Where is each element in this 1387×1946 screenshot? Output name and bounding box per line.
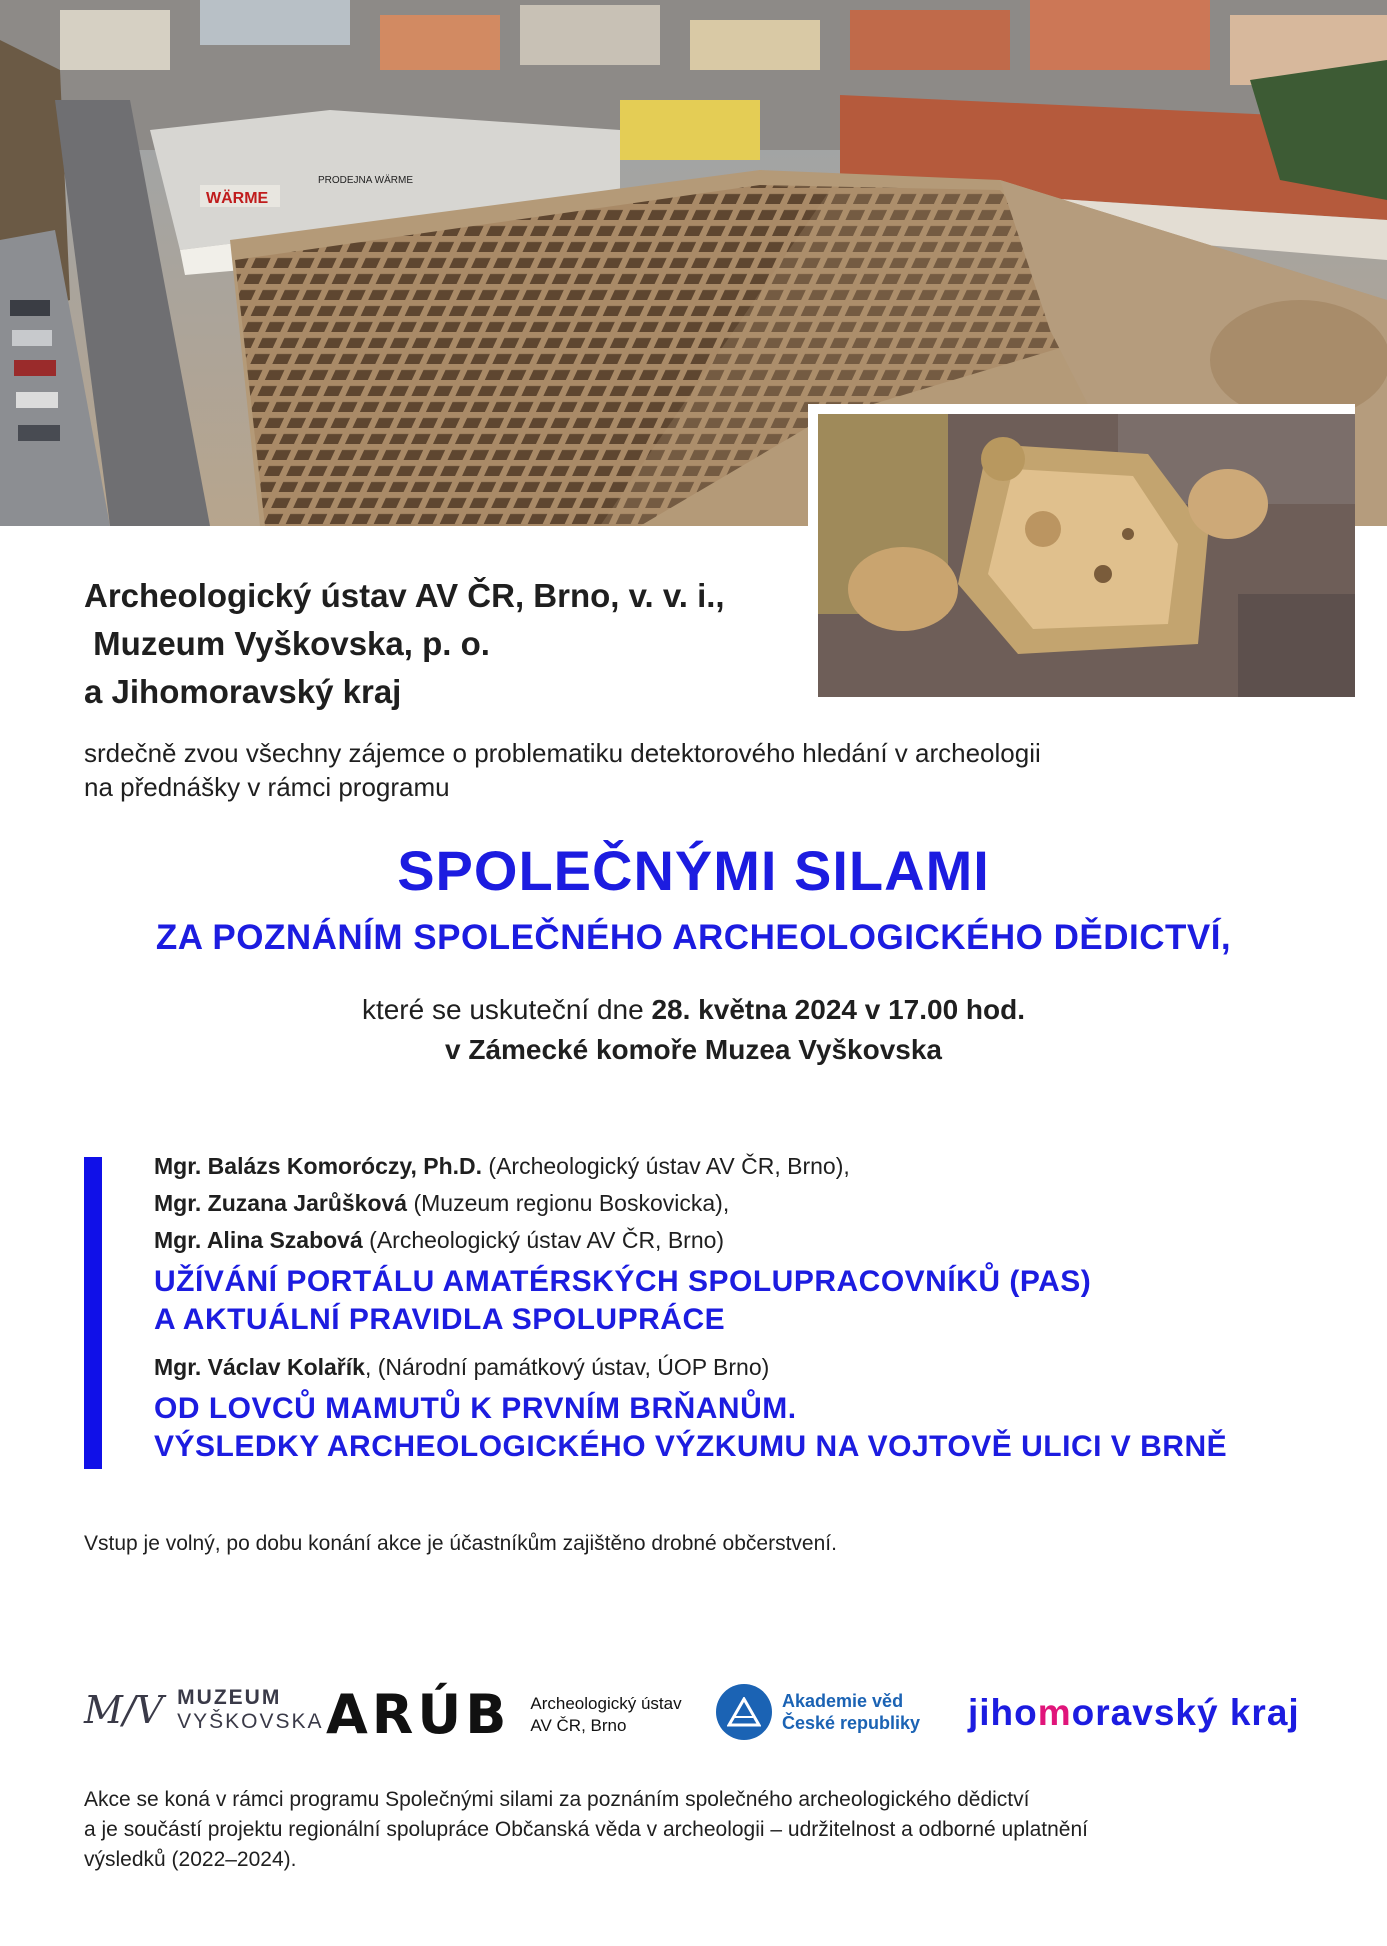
speaker-2-affiliation: (Muzeum regionu Boskovicka),: [407, 1190, 730, 1216]
program-title: SPOLEČNÝMI SILAMI: [397, 839, 990, 902]
speaker-1-name: Mgr. Balázs Komoróczy, Ph.D.: [154, 1153, 483, 1179]
talk-2-title: [154, 1390, 1344, 1466]
akademie-ved-logo: [716, 1684, 920, 1740]
jmk-logo-part-1: jiho: [968, 1692, 1038, 1733]
organizer-line-2-text: Muzeum Vyškovska, p. o.: [93, 625, 490, 662]
jmk-logo-part-3: oravský kraj: [1071, 1692, 1300, 1733]
speaker-4-name: Mgr. Václav Kolařík: [154, 1354, 365, 1380]
organizer-line-1: Archeologický ústav AV ČR, Brno, v. v. i.,: [84, 577, 725, 614]
entry-note: Vstup je volný, po dobu konání akce je účastníkům zajištěno drobné občerstvení.: [84, 1532, 837, 1555]
arub-logo-line-1: Archeologický ústav: [530, 1694, 682, 1713]
event-info: [0, 990, 1387, 1070]
arub-logo-line-2: AV ČR, Brno: [530, 1716, 627, 1735]
speaker-1: [154, 1148, 1344, 1185]
program-subtitle: ZA POZNÁNÍM SPOLEČNÉHO ARCHEOLOGICKÉHO DĚDICTVÍ,: [155, 918, 1232, 957]
organizers-block: [84, 572, 725, 716]
muzeum-vyskovska-logo: [84, 1686, 324, 1734]
arub-mark: ARÚB: [326, 1683, 511, 1746]
akademie-logo-line-2: České republiky: [782, 1713, 921, 1733]
talk-2-line-2: VÝSLEDKY ARCHEOLOGICKÉHO VÝZKUMU NA VOJTOVĚ ULICI V BRNĚ: [154, 1430, 1228, 1463]
invitation-line-1: srdečně zvou všechny zájemce o problematiku detektorového hledání v archeologii: [84, 738, 1041, 768]
speaker-2-name: Mgr. Zuzana Jarůšková: [154, 1190, 408, 1216]
event-date-line: [0, 990, 1387, 1030]
footnote-line-2: a je součástí projektu regionální spolupráce Občanská věda v archeologii – udržitelnost a odborné uplatnění: [84, 1818, 1088, 1841]
hero-sign-prodejna: PRODEJNA WÄRME: [318, 175, 414, 186]
lecture-program: [154, 1148, 1344, 1466]
speaker-2: [154, 1185, 1344, 1222]
event-prefix: které se uskuteční dne: [361, 994, 652, 1025]
speaker-4-affiliation: , (Národní památkový ústav, ÚOP Brno): [364, 1354, 770, 1380]
invitation-line-2: na přednášky v rámci programu: [84, 772, 450, 802]
talk-1-line-1: UŽÍVÁNÍ PORTÁLU AMATÉRSKÝCH SPOLUPRACOVNÍKŮ (PAS): [154, 1265, 1092, 1298]
speaker-1-affiliation: (Archeologický ústav AV ČR, Brno),: [482, 1153, 850, 1179]
program-accent-bar: [84, 1157, 102, 1469]
event-venue-text: v Zámecké komoře Muzea Vyškovska: [444, 1034, 942, 1065]
organizer-line-2: [84, 620, 725, 668]
muzeum-mark: M/V: [84, 1688, 164, 1732]
talk-1-line-2: A AKTUÁLNÍ PRAVIDLA SPOLUPRÁCE: [154, 1303, 726, 1336]
muzeum-logo-line-1: MUZEUM: [177, 1686, 282, 1709]
akademie-logo-line-1: Akademie věd: [782, 1691, 904, 1711]
footnote-line-1: Akce se koná v rámci programu Společnými silami za poznáním společného archeologického dědictví: [84, 1788, 1030, 1811]
speaker-3: [154, 1222, 1344, 1259]
arub-logo: [326, 1683, 682, 1746]
speaker-3-name: Mgr. Alina Szabová: [154, 1227, 363, 1253]
event-datetime: 28. května 2024 v 17.00 hod.: [651, 994, 1026, 1025]
partner-logos: [0, 1672, 1387, 1772]
akademie-emblem-icon: [716, 1684, 772, 1740]
footnote: [84, 1785, 1314, 1875]
hero-sign-warme: WÄRME: [206, 190, 269, 207]
speaker-3-affiliation: (Archeologický ústav AV ČR, Brno): [362, 1227, 725, 1253]
muzeum-logo-line-2: VYŠKOVSKA: [177, 1710, 324, 1733]
footnote-line-3: výsledků (2022–2024).: [84, 1848, 297, 1871]
muzeum-logo-text: [177, 1686, 323, 1734]
jihomoravsky-kraj-logo: [968, 1692, 1300, 1734]
event-venue: [0, 1030, 1387, 1070]
organizer-line-3: a Jihomoravský kraj: [84, 673, 402, 710]
arub-logo-text: [530, 1693, 681, 1737]
talk-1-title: [154, 1263, 1344, 1339]
akademie-logo-text: [782, 1690, 920, 1734]
talk-2-line-1: OD LOVCŮ MAMUTŮ K PRVNÍM BRŇANŮM.: [154, 1392, 797, 1425]
speaker-4: [154, 1349, 1344, 1386]
invitation-text: [84, 736, 1334, 804]
jmk-logo-part-2: m: [1037, 1692, 1072, 1733]
inset-excavation-photo: [808, 404, 1355, 697]
